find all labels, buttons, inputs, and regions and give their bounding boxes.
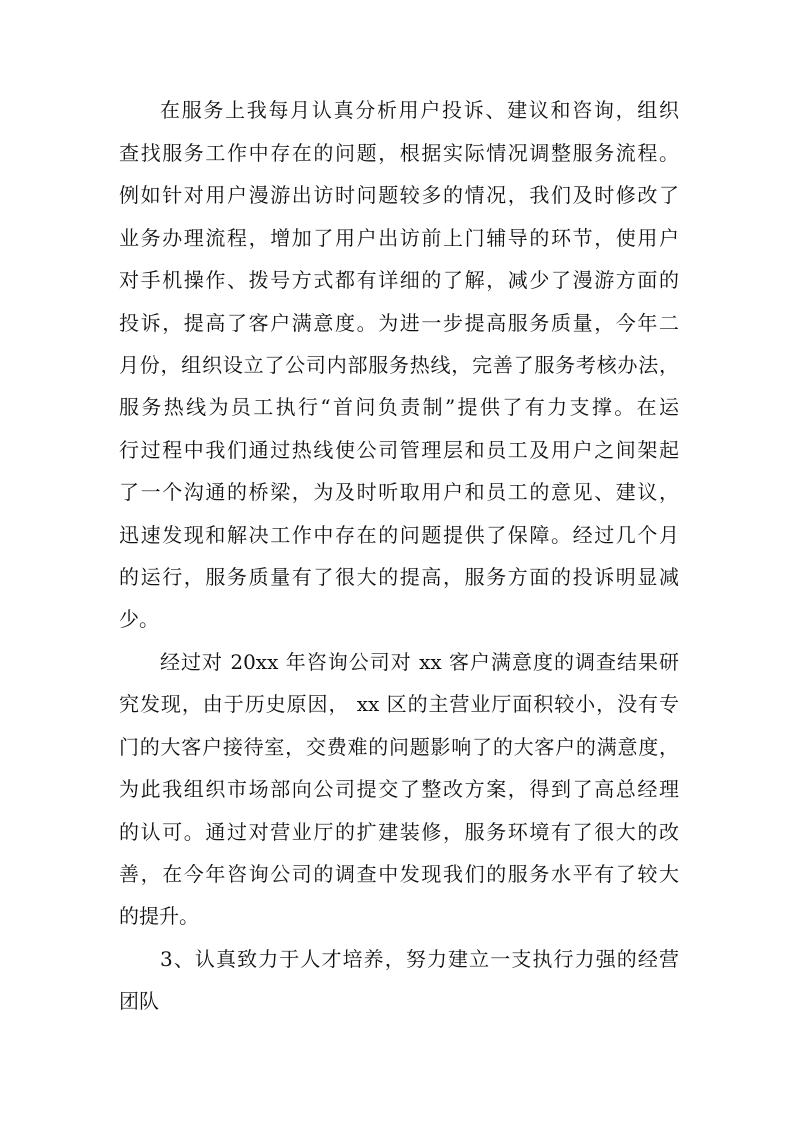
paragraph-3-line-1: 3、认真致力于人才培养，努力建立一支执行力强的经营 xyxy=(160,947,679,971)
paragraph-3-line-2: 团队 xyxy=(119,989,159,1013)
paragraph-1-line-3: 例如针对用户漫游出访时问题较多的情况，我们及时修改了 xyxy=(119,183,679,207)
paragraph-1-line-10: 了一个沟通的桥梁，为及时听取用户和员工的意见、建议， xyxy=(119,480,679,504)
paragraph-1-line-11: 迅速发现和解决工作中存在的问题提供了保障。经过几个月 xyxy=(119,523,679,547)
paragraph-2-line-6: 善，在今年咨询公司的调查中发现我们的服务水平有了较大 xyxy=(119,862,679,886)
paragraph-1-line-5: 对手机操作、拨号方式都有详细的了解，减少了漫游方面的 xyxy=(119,268,679,292)
paragraph-2-line-1: 经过对 20xx 年咨询公司对 xx 客户满意度的调查结果研 xyxy=(160,650,679,674)
paragraph-1-line-4: 业务办理流程，增加了用户出访前上门辅导的环节，使用户 xyxy=(119,226,679,250)
paragraph-2-line-4: 为此我组织市场部向公司提交了整改方案，得到了高总经理 xyxy=(119,777,679,801)
paragraph-1-line-6: 投诉，提高了客户满意度。为进一步提高服务质量，今年二 xyxy=(119,311,679,335)
paragraph-1-line-13: 少。 xyxy=(119,607,159,631)
paragraph-2-line-2: 究发现，由于历史原因， xx 区的主营业厅面积较小，没有专 xyxy=(119,692,679,716)
paragraph-1-line-7: 月份，组织设立了公司内部服务热线，完善了服务考核办法， xyxy=(119,353,679,377)
paragraph-2-line-3: 门的大客户接待室，交费难的问题影响了的大客户的满意度， xyxy=(119,735,679,759)
paragraph-2-line-5: 的认可。通过对营业厅的扩建装修，服务环境有了很大的改 xyxy=(119,820,679,844)
paragraph-1-line-8: 服务热线为员工执行“首问负责制”提供了有力支撑。在运 xyxy=(119,395,679,419)
paragraph-1-line-12: 的运行，服务质量有了很大的提高，服务方面的投诉明显减 xyxy=(119,565,679,589)
paragraph-1-line-1: 在服务上我每月认真分析用户投诉、建议和咨询，组织 xyxy=(160,98,679,122)
paragraph-1-line-9: 行过程中我们通过热线使公司管理层和员工及用户之间架起 xyxy=(119,438,679,462)
paragraph-2-line-7: 的提升。 xyxy=(119,904,199,928)
paragraph-1-line-2: 查找服务工作中存在的问题，根据实际情况调整服务流程。 xyxy=(119,141,679,165)
